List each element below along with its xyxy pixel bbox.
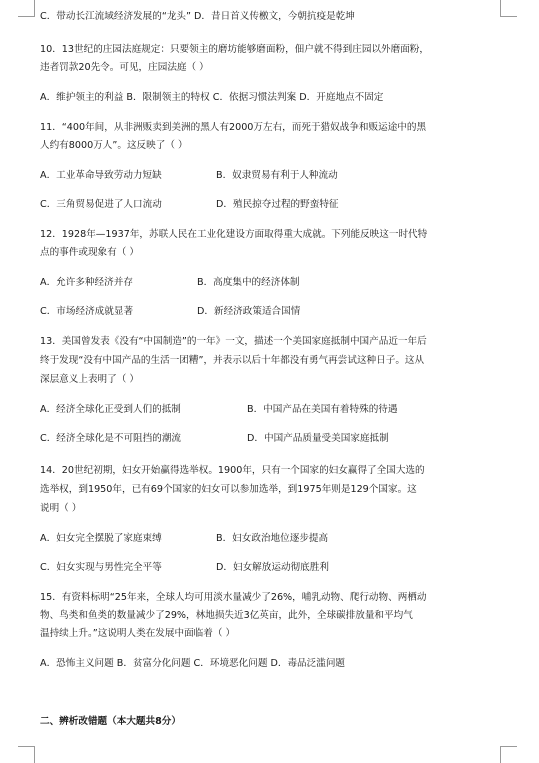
q10-stem-line-2: 违者罚款20先令。可见，庄园法庭（ ）	[40, 62, 209, 73]
q14-stem-line-1: 14．20世纪初期，妇女开始赢得选举权。1900年，只有一个国家的妇女赢得了全国大选的	[40, 465, 425, 476]
q11-stem-line-2: 人约有8000万人”。这反映了（ ）	[40, 140, 188, 151]
q13-option-d: D．中国产品质量受美国家庭抵制	[247, 433, 389, 444]
q11-option-b: B．奴隶贸易有利于人种流动	[216, 170, 338, 181]
q13-stem-line-1: 13．美国曾发表《没有“中国制造”的一年》一文，描述一个美国家庭抵制中国产品近一年后	[40, 336, 427, 347]
q14-stem-line-3: 说明（ ）	[40, 503, 82, 514]
q10-stem-line-1: 10．13世纪的庄园法庭规定：只要领主的磨坊能够磨面粉，佃户就不得到庄园以外磨面粉，	[40, 44, 429, 55]
q14-option-c: C．妇女实现与男性完全平等	[40, 562, 162, 573]
q14-option-b: B．妇女政治地位逐步提高	[216, 533, 329, 544]
q12-stem-line-2: 点的事件或现象有（ ）	[40, 247, 139, 258]
q11-option-c: C．三角贸易促进了人口流动	[40, 199, 162, 210]
q13-stem-line-3: 深层意义上表明了（ ）	[40, 374, 139, 385]
q10-options: A．维护领主的利益 B．限制领主的特权 C．依据习惯法判案 D．开庭地点不固定	[40, 92, 384, 103]
q13-option-a: A．经济全球化正受到人们的抵制	[40, 404, 181, 415]
q12-option-b: B．高度集中的经济体制	[197, 277, 300, 288]
q15-options: A．恐怖主义问题 B．贫富分化问题 C．环境恶化问题 D．毒品泛滥问题	[40, 658, 346, 669]
q12-stem-line-1: 12．1928年—1937年，苏联人民在工业化建设方面取得重大成就。下列能反映这一时代特	[40, 229, 428, 240]
q12-option-c: C．市场经济成就显著	[40, 306, 134, 317]
crop-mark-top-left	[18, 0, 35, 17]
q11-stem-line-1: 11．“400年间，从非洲贩卖到美洲的黑人有2000万左右，而死于猎奴战争和贩运途中的黑	[40, 122, 427, 133]
q13-option-c: C．经济全球化是不可阻挡的潮流	[40, 433, 182, 444]
q11-option-d: D．殖民掠夺过程的野蛮特征	[216, 199, 339, 210]
q12-option-a: A．允许多种经济并存	[40, 277, 133, 288]
q14-option-d: D．妇女解放运动彻底胜利	[216, 562, 329, 573]
q11-option-a: A．工业革命导致劳动力短缺	[40, 170, 162, 181]
q15-stem-line-3: 温持续上升。”这说明人类在发展中面临着（ ）	[40, 628, 236, 639]
q12-option-d: D．新经济政策适合国情	[197, 306, 301, 317]
q9-option-c-d: C．带动长江流域经济发展的“龙头” D．昔日首义传檄文，今朝抗疫是乾坤	[40, 11, 355, 22]
crop-mark-top-right	[500, 0, 517, 17]
q15-stem-line-1: 15．有资料标明“25年来，全球人均可用淡水量减少了26%，哺乳动物、爬行动物、两栖动	[40, 592, 427, 603]
crop-mark-bottom-right	[500, 746, 517, 763]
q13-stem-line-2: 终于发现“没有中国产品的生活一团糟”，并表示以后十年都没有勇气再尝试这种日子。这从	[40, 355, 425, 366]
q15-stem-line-2: 物、鸟类和鱼类的数量减少了29%，林地损失近3亿英亩，此外，全球碳排放量和平均气	[40, 610, 413, 621]
q14-option-a: A．妇女完全摆脱了家庭束缚	[40, 533, 162, 544]
crop-mark-bottom-left	[18, 746, 35, 763]
q14-stem-line-2: 选举权，到1950年，已有69个国家的妇女可以参加选举，到1975年则是129个国家。这	[40, 484, 417, 495]
section-2-heading: 二、辨析改错题（本大题共8分）	[40, 716, 181, 727]
q13-option-b: B．中国产品在美国有着特殊的待遇	[247, 404, 398, 415]
